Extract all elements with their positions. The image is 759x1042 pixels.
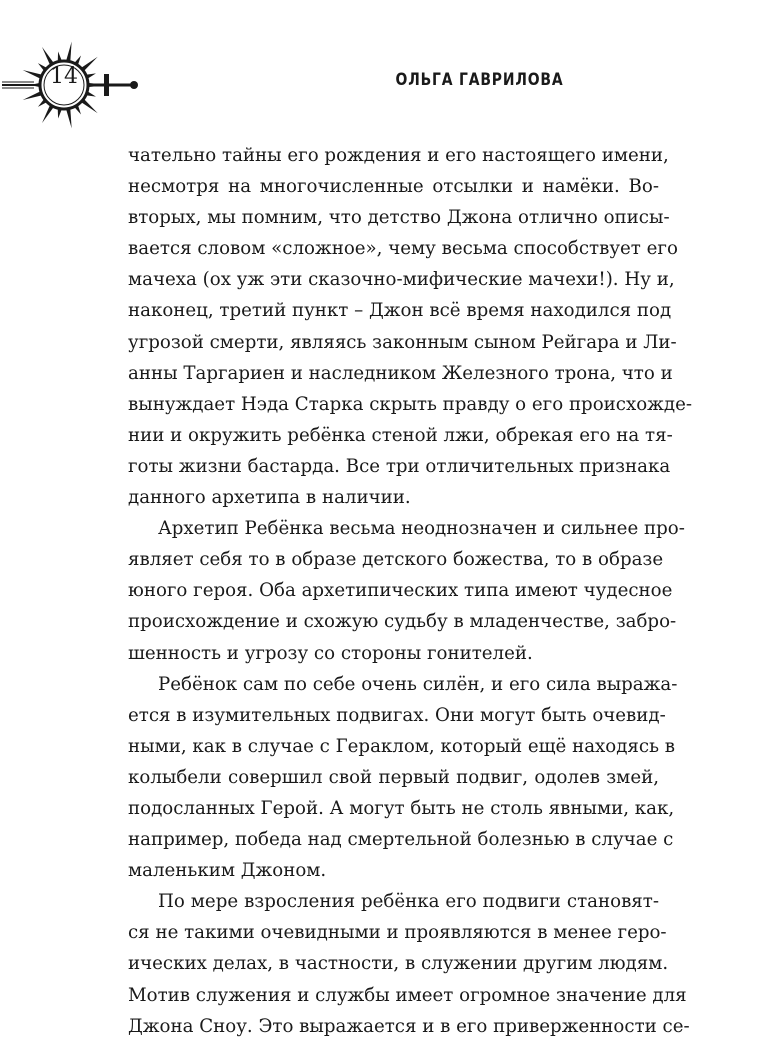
text-line: ется в изумительных подвигах. Они могут быть очевид- xyxy=(128,704,666,726)
text-line: вынуждает Нэда Старка скрыть правду о его происхожде- xyxy=(128,393,693,415)
text-line: мачеха (ох уж эти сказочно-мифические мачехи!). Ну и, xyxy=(128,269,675,291)
text-line: например, победа над смертельной болезнью в случае с xyxy=(128,829,674,851)
text-line: колыбели совершил свой первый подвиг, одолев змей, xyxy=(128,766,659,788)
text-line: ся не такими очевидными и проявляются в менее геро- xyxy=(128,922,667,944)
text-line: маленьким Джоном. xyxy=(128,860,327,882)
paragraph xyxy=(128,140,693,513)
page-number: 14 xyxy=(50,64,78,89)
text-line: шенность и угрозу со стороны гонителей. xyxy=(128,642,533,664)
text-line: Ребёнок сам по себе очень силён, и его сила выража- xyxy=(158,673,678,695)
text-line: являет себя то в образе детского божества, то в образе xyxy=(128,549,664,571)
paragraph xyxy=(128,513,685,668)
text-line: происхождение и схожую судьбу в младенчестве, забро- xyxy=(128,611,677,633)
text-line: ических делах, в частности, в служении другим людям. xyxy=(128,953,669,975)
text-line: ными, как в случае с Гераклом, который ещё находясь в xyxy=(128,735,676,757)
text-line: чательно тайны его рождения и его настоящего имени, xyxy=(128,145,669,166)
running-header-author: ОЛЬГА ГАВРИЛОВА xyxy=(395,70,564,90)
text-line: вторых, мы помним, что детство Джона отлично описы- xyxy=(128,207,670,229)
text-line: Джона Сноу. Это выражается и в его приверженности се- xyxy=(128,1015,690,1037)
sun-sword-ornament-icon xyxy=(0,30,170,140)
text-line: подосланных Герой. А могут быть не столь явными, как, xyxy=(128,797,675,819)
text-line: нии и окружить ребёнка стеной лжи, обрекая его на тя- xyxy=(128,424,673,446)
text-line: Мотив служения и службы имеет огромное значение для xyxy=(128,984,687,1006)
text-line: юного героя. Оба архетипических типа имеют чудесное xyxy=(128,580,673,602)
text-line: вается словом «сложное», чему весьма способствует его xyxy=(128,238,678,260)
text-line: анны Таргариен и наследником Железного трона, что и xyxy=(128,362,673,384)
text-line: угрозой смерти, являясь законным сыном Рейгара и Ли- xyxy=(128,331,677,353)
body-text xyxy=(128,140,693,1042)
paragraph xyxy=(128,886,690,1041)
paragraph xyxy=(128,669,678,887)
text-line: По мере взросления ребёнка его подвиги становят- xyxy=(158,891,659,913)
text-line: данного архетипа в наличии. xyxy=(128,487,411,509)
text-line: наконец, третий пункт – Джон всё время находился под xyxy=(128,300,672,322)
text-line: Архетип Ребёнка весьма неоднозначен и сильнее про- xyxy=(158,518,685,540)
text-line: несмотря на многочисленные отсылки и намёки. Во- xyxy=(128,176,659,198)
text-line: готы жизни бастарда. Все три отличительных признака xyxy=(128,455,671,477)
